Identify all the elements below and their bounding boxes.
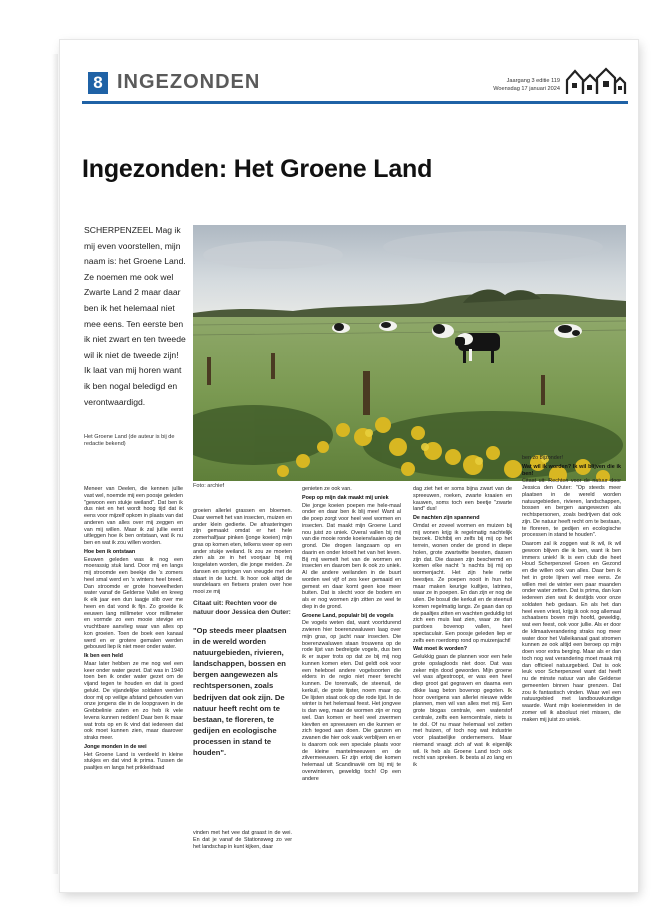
paragraph: Gelukkig gaan de plannen voor een hele grote opslagloods niet door. Dat was zeker mijn dood geworden. Mijn groene vel was afgestroopt, er was een heel diep groot gat gegraven en daarna een dikke laag beton bovenop gegoten. Ik hoor overigens van allerlei nieuwe wilde plannen, men wil van alles met mij. Een grote biogas centrale, een waterstof centrale, zelfs een kerncentrale, niets is te dol. Of nu maar helemaal vol zetten met huizen, of toch nog wat industrie voor plaatselijke ondernemers. Maar niemand vraagt zich af wat ik eigenlijk wil. Ik heb als Groene Land toch ook recht van spreken. Ik besta al zo lang en ik bbox=[413, 654, 512, 768]
text-column-2 bbox=[193, 508, 292, 598]
paragraph: ben zo bijzonder! bbox=[522, 455, 564, 461]
pull-quote-text: "Op steeds meer plaatsen in de wereld worden natuurgebieden, rivieren, landschappen, bossen en bergen aangewezen als rechtspersonen, zoals bedrijven dat ook zijn. De natuur heeft recht om te bestaan, te floreren, te gedijen en ecologische processen in stand te houden". bbox=[193, 626, 287, 758]
paragraph: dag ziet het er soms bijna zwart van de spreeuwen, roeken, zwarte kraaien en kauwen, soms toch een beetje "zwarte land" dus! bbox=[413, 486, 512, 513]
issue-date: Woensdag 17 januari 2024 bbox=[493, 86, 560, 92]
subheading: Wat wil ik worden? Ik wil blijven die ik ben! bbox=[522, 463, 621, 477]
author-credit: Het Groene Land (de auteur is bij de redactie bekend) bbox=[84, 434, 175, 448]
article-headline: Ingezonden: Het Groene Land bbox=[82, 155, 433, 183]
paragraph: De vogels weten dat, want voortdurend zwieren hier boerenzwaluwen laag over mijn gras, op jacht naar insecten. Die boerenzwaluwen staan trouwens op de rode lijst van bedreigde vogels, dus ben ik er super trots op dat ze bij mij nog kunnen komen eten. Dat geldt ook voor een heleboel andere vogelsoorten die elders in de regio niet meer terecht kunnen. De torenvalk, de steenuil, de kerkuil, de grote lijster, noem maar op. De lijsten staat ook op die rode lijst. In de winter is het helemaal feest. Het jongvee is dan weg, maar de wormen zijn er nog wel. Dan komen er heel veel zwermen kieviten en spreeuwen en die kunnen er zich tegoed aan doen. Die ganzen en zwanen die hier ook vaak verblijven en er is daarom ook een speciale plaats voor de kleine mantelmeeuwen en de zilvermeeuwen. Er zijn ertoij die komen helemaal uit Scandinavië om bij mij te overwinteren, geweldig toch! Op een andere bbox=[302, 620, 401, 782]
paragraph: Omdat er zoveel wormen en muizen bij mij wonen krijg ik regelmatig nachtelijk bezoek. Dichtbij en zelfs bij mij op het terrein, wonen onder de grond in diepe holen, grote zwartwitte beesten, dassen zijn dat. Die dassen zijn beschermd en komen elke nacht 's nachts bij mij op wormenjacht. Het zijn hele nette beestjes. Ze poepen nooit in hun hol maar maken keurige kuiltjes, latrines, waar ze in poepen. En dan zijn er nog de uilen. De bosuil die kerkuil en de steenuil komen regelmatig langs. Ze gaan dan op de paaltjes zitten en wachten geduldig tot zich een muis laat zien, waar ze dan pardoes bovenop vallen, heel spectaculair. Een poosje geleden liep er zelfs een roerdomp rond op muizenjacht! bbox=[413, 522, 512, 644]
meadow-cows-photo bbox=[193, 225, 626, 481]
subheading: Poep op mijn dak maakt mij uniek bbox=[302, 494, 389, 501]
pull-quote-intro: Citaat uit: Rechten voor de natuur door Jessica den Outer: bbox=[193, 600, 291, 616]
text-column-3 bbox=[302, 486, 401, 784]
subheading: De nachten zijn spannend bbox=[413, 515, 480, 521]
subheading: Hoe ben ik ontstaan bbox=[84, 548, 136, 555]
village-houses-icon bbox=[565, 66, 627, 96]
paragraph: vinden met het vee dat graast in de wei. En dat je vanaf de Stationsweg zo ver het landschap in kunt kijken, daar bbox=[193, 830, 292, 850]
section-title: INGEZONDEN bbox=[117, 71, 261, 93]
page-number: 8 bbox=[88, 72, 108, 94]
paragraph: groeien allerlei grassen en bloemen. Daar wemelt het van insecten, muizen en ander klein gedierte. De afrasteringen zijn gemaakt omdat er het hele zomerhalfjaar pinken (jonge koeien) mijn gras op komen eten, telkens weer op een ander stukje weiland. Ik zou ze moeten zien als ze in het voorjaar bij mij losgelaten worden, die jonge meiden. Ze dansen en springen van vreugde met de staart in de lucht. Ik hoor ook altijd de wandelaars en fietsers praten over hoe mooi ze mij bbox=[193, 508, 292, 595]
text-column-4 bbox=[413, 486, 512, 771]
paragraph: Maar later hebben ze me nog wel een keer onder water gezet. Dat was in 1940 toen ben ik onder water gezet om de vijand tegen te houden en dat is goed gelukt. De vijandelijke soldaten werden door mij op veilige afstand gehouden van onze jongens die in de loopgraven in de Grebbelinie zaten en zo heb ik vele levens kunnen redden! Daar ben ik maar wat trots op en ik vind dat iedereen dat ook moet kunnen zien, maar daarover straks meer. bbox=[84, 660, 183, 741]
text-column-5 bbox=[522, 455, 621, 725]
paragraph: Eeuwen geleden was ik nog een moerassig stuk land. Door mij en langs mij stroomde een beekje die 's zomers heel smal werd en 's winters heel breed. Dan stroomde er grote hoeveelheden water vanaf de Gelderse Vallei en kreeg ik elk jaar een dun laagje slib over me heen en dat vond ik fijn. Zo groeide ik eeuwen lang millimeter voor millimeter en vormde zo een mooie stevige en vruchtbare aanvlieg waar van alles op kon groeien. Toen de boek een kanaal werd en er grotere gemalen werden gebouwd liep ik niet meer onder water. bbox=[84, 556, 183, 651]
edition-info bbox=[470, 77, 560, 93]
header-rule bbox=[82, 101, 628, 104]
paragraph: Die jonge koeien poepen me hele-maal onder en daar ben ik blij mee! Want al die poep zorgt voor heel veel wormen en insecten. Dat maakt mijn Groene Land nou juist zo uniek. Overal vallen bij mij van die mooie ronde koeienvlaaien op de grond. Die drogen langzaam op en daarin en onder krioelt het van het leven. Bij mij wemelt het van de wormen en insecten en daarom ben ik ook zo uniek. Al die andere weilanden in de buurt worden wel vijf of zes keer gemaaid en gemest en daar komt geen koe meer buiten. Dat is slecht voor de bodem en als er nog wormen zijn zitten ze veel te diep in de grond. bbox=[302, 502, 401, 610]
photo-credit: Foto: archief bbox=[193, 483, 225, 489]
paragraph: Meneer van Deelen, die kennen jullie vast wel, noemde mij een poosje geleden "gewoon een stukje weiland". Dat ben ik dus niet en het wordt hoog tijd dat ik eens voor mijzelf opkom in plaats van dat anderen van alles over mij zeggen en van mij willen. Maar ik zal jullie eerst uitleggen hoe ik ben ontstaan, wat ik nu ben en wat ik zou willen worden. bbox=[84, 486, 183, 546]
subheading: Jonge monden in de wei bbox=[84, 743, 147, 750]
paragraph: Daarom zal ik zoggen wat ik wil, ik wil gewoon blijven die ik ben, want ik ben immers uniek! Ik is een club die heet Houd Scherpenzeel Groen en Gezond en die willen ook van alles. Daar ben ik het in grote lijnen wel mee eens. Ze willen mei de winter een paar maanden onder water zetten. Dat is prima, dan kan iedereen zien wat ik destijds voor onze soldaten heb gedaan. En als het dan heel even vriest, krijg ik ook nog allemaal schaatsers boven mijn hoofd, geweldig, wat een feest, ook voor jullie. Als er door de klimaatverandering straks nog meer water door het Valleikanaal gaat stromen kunnen ze ook altijd een beroep op mijn doen voor extra berging. Maar als er dan toch nog wat verandering moet maak mij dan officieel natuurgebied. Dat is ook leuk voor Scherpenzeel want dat heeft nu de minste natuur van alle Gelderse gemeenten binnen haar grenzen. Dat zou ik fantastisch vinden. Waar wel een natuurgebied met landbouwkundige waarde. Want mijn koeienmeiden in de zomer wil ik absoluut niet missen, die maken mij juist zo uniek. bbox=[522, 541, 621, 723]
pull-quote bbox=[193, 599, 292, 758]
text-column-1 bbox=[84, 486, 183, 774]
paragraph: genieten ze ook van. bbox=[302, 486, 352, 492]
paragraph: Citaat uit: Rechten voor de natuur door Jessica den Outer: "Op steeds meer plaatsen in de wereld worden natuurgebieden, rivieren, landschappen, bossen en bergen aangewezen als rechtspersonen, zoals bedrijven dat ook zijn. De natuur heeft recht om te bestaan, te floreren, te gedijen en ecologische processen in stand te houden". bbox=[522, 478, 621, 539]
paragraph: Het Groene Land is verdeeld in kleine stukjes en dat vind ik prima. Tussen de paaltjes en langs het prikkeldraad bbox=[84, 751, 183, 771]
edition-label: Jaargang 3 editie 119 bbox=[506, 78, 560, 84]
article-intro: SCHERPENZEEL Mag ik mij even voorstellen, mijn naam is: het Groene Land. Ze noemen me ook wel Zwarte Land 2 maar daar ben ik het helemaal niet mee eens. Ten eerste ben ik niet zwart en ten tweede wil ik niet de tweede zijn! Ik laat van mij horen want ik ben nogal beledigd en verontwaardigd. bbox=[84, 225, 186, 407]
subheading: Ik ben een held bbox=[84, 653, 123, 659]
subheading: Groene Land, populair bij de vogels bbox=[302, 612, 394, 619]
subheading: Wat moet ik worden? bbox=[413, 646, 468, 653]
